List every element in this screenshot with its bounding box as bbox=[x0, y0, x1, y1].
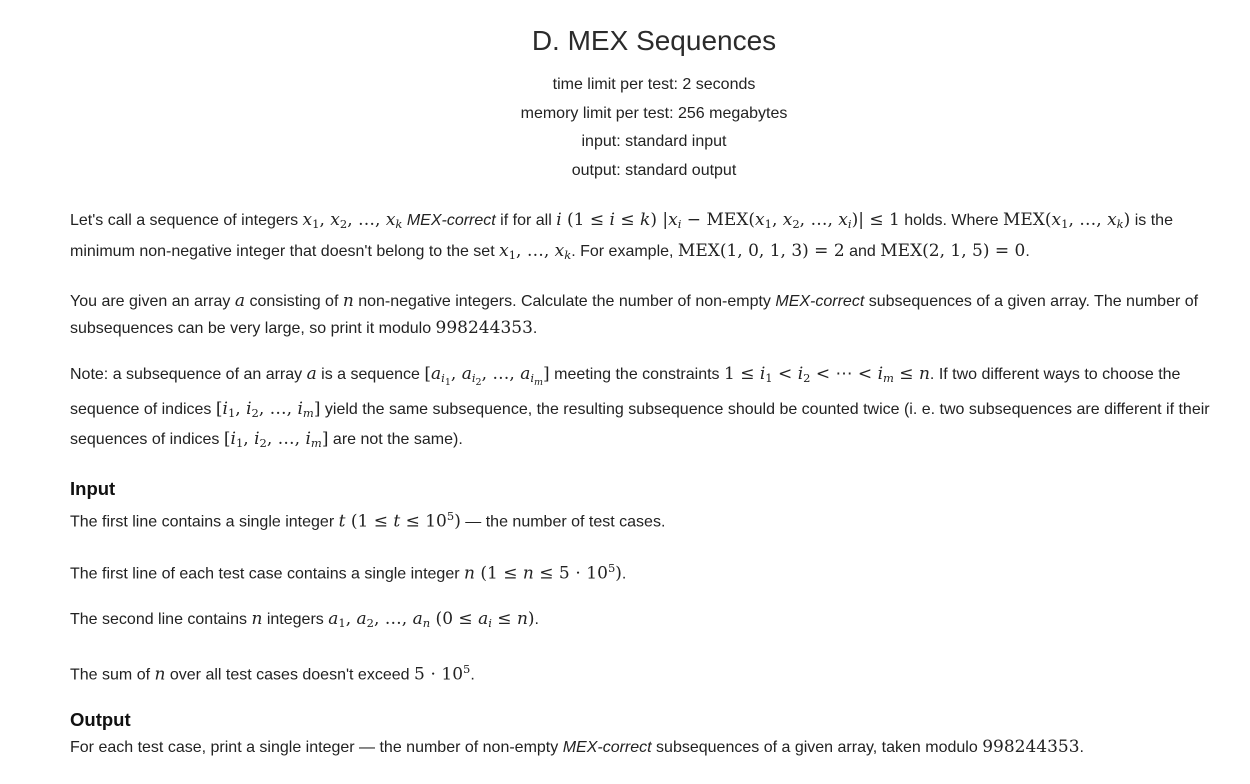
input-paragraph-2: The first line of each test case contains a single integer n $(1 \le n \le 5 \cdot 10^5)$. bbox=[70, 560, 627, 584]
problem-title: D. MEX Sequences bbox=[531, 25, 777, 56]
output-paragraph-1: For each test case, print a single integer — the number of non-empty MEX-correct subsequences of a given array, taken modulo 998244353. bbox=[70, 737, 1084, 758]
statement-paragraph-3: Note: a subsequence of an array a is a sequence [$ai_1$, $ai_2$, …, $ai_m$] meeting the constraints 1 ≤ i1 < i2 < ⋯ < im ≤ n. If two different ways to choose the sequence of indices [i1, i2, …, im] yield the same subsequence, the resulting subsequence should be counted twice (i. e. two subsequences are different if their sequences of indices [i1, i2, …, im] are not the same). bbox=[70, 363, 1210, 451]
input-paragraph-3: The second line contains n integers a1, a2, …, an (0 ≤ ai ≤ n). bbox=[70, 609, 539, 630]
problem-statement bbox=[70, 207, 1238, 457]
input-paragraph-1: The first line contains a single integer t $(1 \le t \le 10^5)$ — the number of test cases. bbox=[70, 509, 666, 532]
output-target: output: standard output bbox=[571, 161, 737, 179]
memory-limit: memory limit per test: 256 megabytes bbox=[520, 104, 788, 122]
statement-paragraph-1: Let's call a sequence of integers x1, x2, …, xk MEX-correct if for all i (1 ≤ i ≤ k) |xi − MEX(x1, x2, …, xi)| ≤ 1 holds. Where MEX(x1, …, xk) is the minimum non-negative integer that doesn't belong to the set x1, …, xk. For example, MEX(1, 0, 1, 3) = 2 and MEX(2, 1, 5) = 0. bbox=[70, 210, 1173, 262]
input-section-heading: Input bbox=[70, 478, 116, 500]
input-specification bbox=[70, 477, 1238, 688]
problem-header bbox=[70, 24, 1238, 185]
input-paragraph-4: The sum of n over all test cases doesn't exceed $5 \cdot 10^5$. bbox=[70, 661, 475, 685]
output-specification bbox=[70, 708, 1238, 761]
input-source: input: standard input bbox=[581, 133, 727, 150]
output-section-heading: Output bbox=[70, 709, 131, 731]
time-limit: time limit per test: 2 seconds bbox=[552, 76, 756, 93]
statement-paragraph-2: You are given an array a consisting of n non-negative integers. Calculate the number of non-empty MEX-correct subsequences of a given array. The number of subsequences can be very large, so print it modulo 998244353. bbox=[70, 290, 1199, 338]
problem-meta bbox=[70, 71, 1238, 185]
